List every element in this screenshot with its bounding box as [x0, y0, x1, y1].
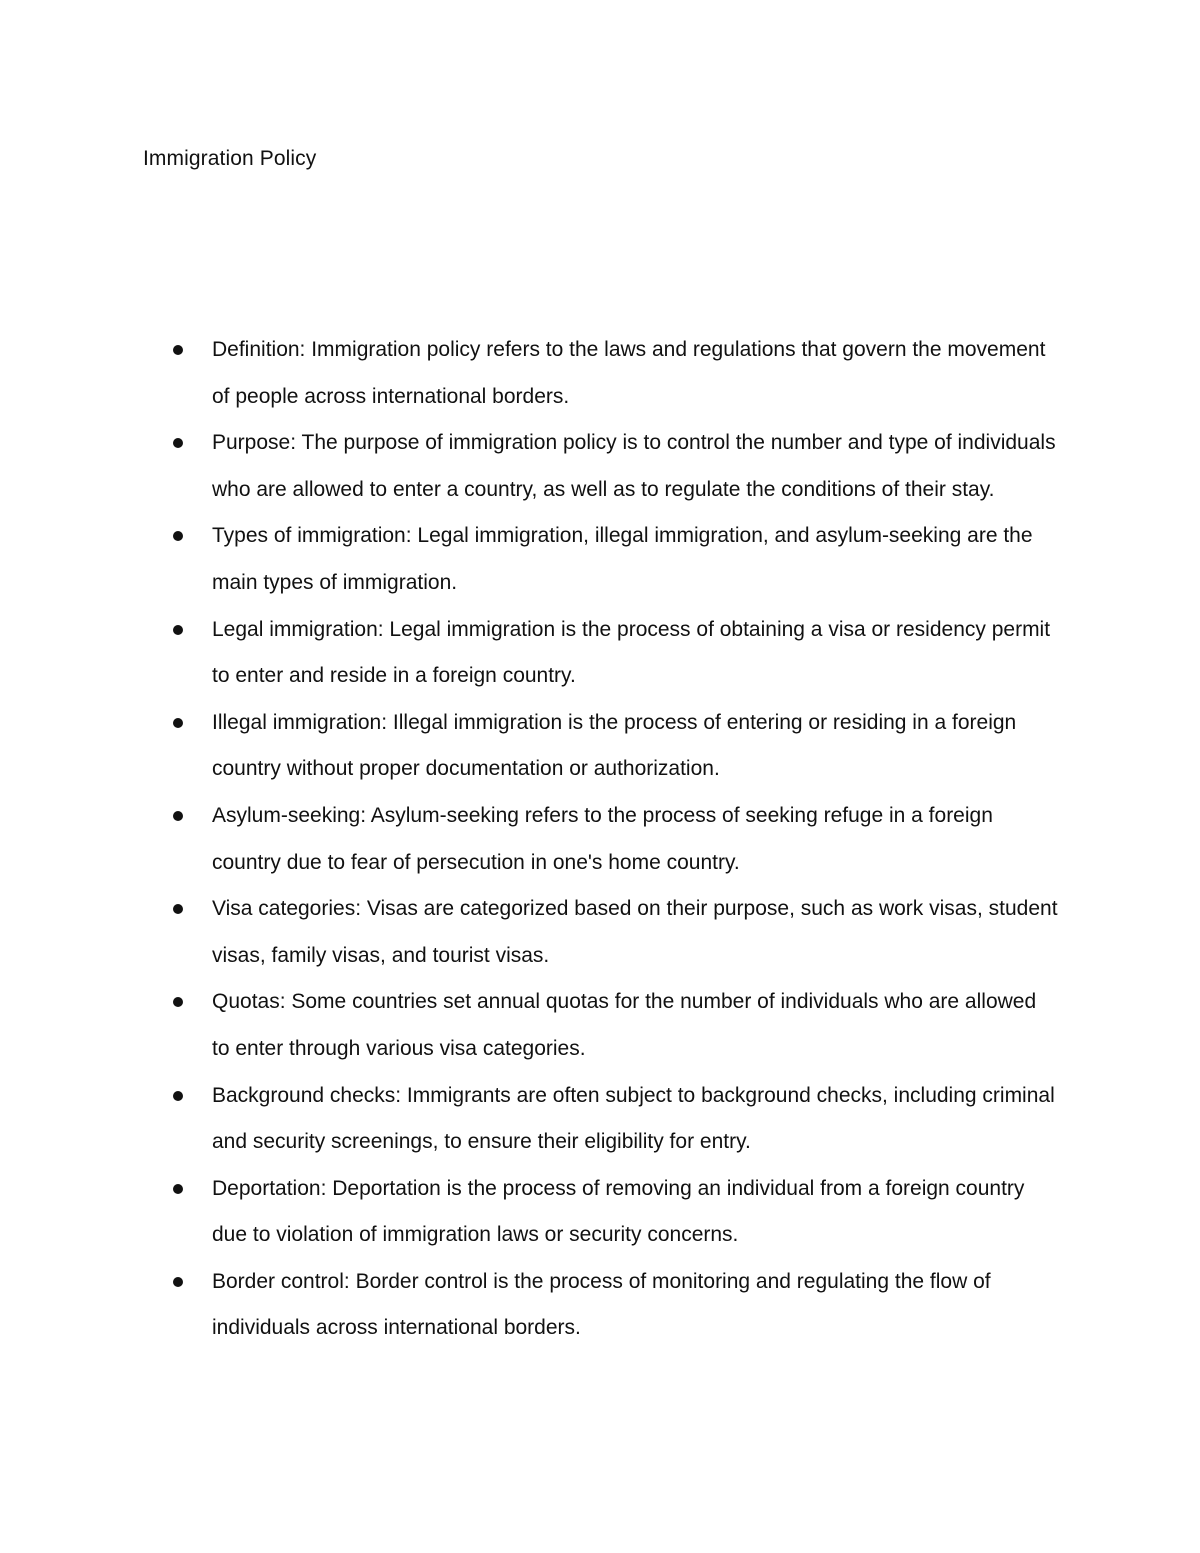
bullet-icon	[173, 1091, 183, 1101]
list-item-text: Border control: Border control is the process of monitoring and regulating the flow of individuals across international borders.	[212, 1269, 991, 1340]
list-item-text: Definition: Immigration policy refers to the laws and regulations that govern the movement of people across international borders.	[212, 338, 1046, 408]
list-item	[0, 1073, 1058, 1166]
bullet-icon	[173, 625, 183, 635]
list-item-text: Visa categories: Visas are categorized based on their purpose, such as work visas, student visas, family visas, and tourist visas.	[212, 897, 1058, 967]
bullet-icon	[173, 1277, 183, 1287]
list-item	[0, 607, 1058, 700]
list-item	[0, 979, 1058, 1072]
list-item-text: Legal immigration: Legal immigration is the process of obtaining a visa or residency permit to enter and reside in a foreign country.	[212, 617, 1051, 688]
list-item	[0, 327, 1058, 420]
bullet-icon	[173, 997, 183, 1007]
bullet-list	[0, 327, 1200, 1352]
bullet-icon	[173, 718, 183, 728]
list-item-text: Quotas: Some countries set annual quotas for the number of individuals who are allowed to enter through various visa categories.	[212, 990, 1037, 1060]
list-item-text: Background checks: Immigrants are often subject to background checks, including criminal and security screenings, to ensure their eligibility for entry.	[212, 1083, 1055, 1154]
list-item-text: Asylum-seeking: Asylum-seeking refers to the process of seeking refuge in a foreign country due to fear of persecution in one's home country.	[212, 803, 993, 874]
list-item-text: Illegal immigration: Illegal immigration is the process of entering or residing in a foreign country without proper documentation or authorization.	[212, 710, 1017, 781]
list-item	[0, 513, 1058, 606]
list-item	[0, 420, 1058, 513]
list-item	[0, 793, 1058, 886]
list-item-text: Deportation: Deportation is the process of removing an individual from a foreign country due to violation of immigration laws or security concerns.	[212, 1176, 1025, 1247]
bullet-icon	[173, 345, 183, 355]
list-item-text: Purpose: The purpose of immigration policy is to control the number and type of individuals who are allowed to enter a country, as well as to regulate the conditions of their stay.	[212, 431, 1056, 501]
list-item	[0, 886, 1058, 979]
bullet-icon	[173, 904, 183, 914]
list-item	[0, 700, 1058, 793]
document-title: Immigration Policy	[143, 147, 317, 170]
bullet-icon	[173, 811, 183, 821]
list-item-text: Types of immigration: Legal immigration, illegal immigration, and asylum-seeking are the main types of immigration.	[212, 524, 1033, 594]
list-item	[0, 1166, 1058, 1259]
bullet-icon	[173, 1184, 183, 1194]
bullet-icon	[173, 438, 183, 448]
list-item	[0, 1259, 1058, 1352]
bullet-icon	[173, 531, 183, 541]
